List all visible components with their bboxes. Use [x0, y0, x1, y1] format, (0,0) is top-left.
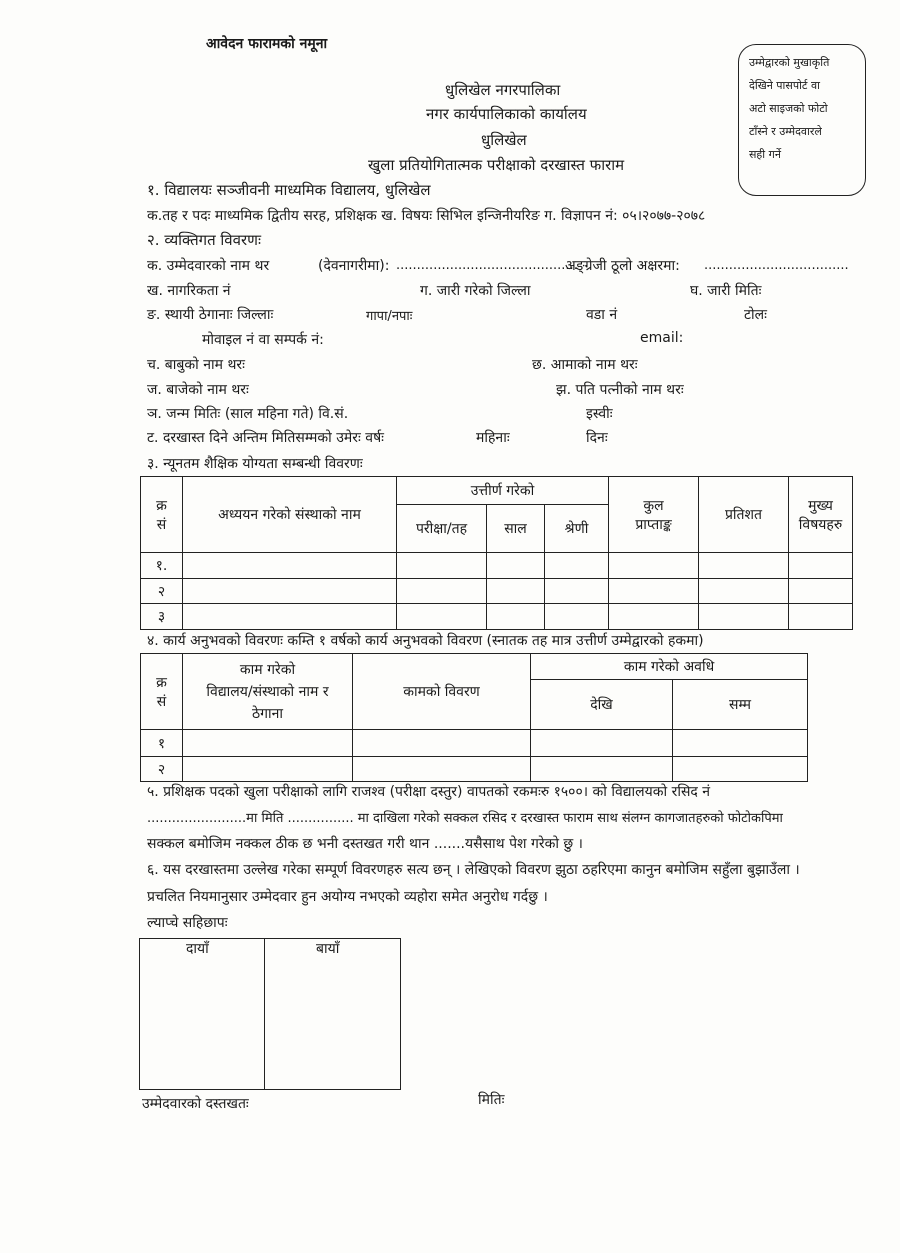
sn-header: क्र सं [141, 477, 183, 553]
photo-instruction-line: उम्मेद्वारको मुखाकृति [749, 56, 830, 69]
experience-heading: ४. कार्य अनुभवको विवरणः कम्ति १ वर्षको कार्य अनुभवको विवरण (स्नातक तह मात्र उत्तीर्ण उम्मेद्वारको हकमा) [147, 633, 704, 649]
table-row [141, 730, 808, 757]
table-cell[interactable] [609, 604, 699, 630]
table-cell[interactable] [353, 730, 531, 757]
table-row [141, 553, 853, 579]
table-cell[interactable] [789, 579, 853, 604]
devanagari-label: (देवनागरीमा): [318, 258, 390, 274]
table-cell[interactable] [609, 579, 699, 604]
row-number: २ [141, 579, 183, 604]
percent-header: प्रतिशत [699, 477, 789, 553]
mobile-label: मोवाइल नं वा सम्पर्क नं: [202, 332, 324, 348]
table-cell[interactable] [487, 579, 545, 604]
day-label: दिनः [586, 430, 608, 446]
table-cell[interactable] [487, 604, 545, 630]
education-heading: ३. न्यूनतम शैक्षिक योग्यता सम्बन्धी विवरणः [147, 456, 363, 472]
devanagari-field[interactable]: ............................................ [396, 258, 578, 273]
table-cell[interactable] [397, 604, 487, 630]
issued-district-label: ग. जारी गरेको जिल्ला [420, 283, 531, 299]
division-header: श्रेणी [545, 505, 609, 553]
address-label: ङ. स्थायी ठेगानाः जिल्लाः [147, 307, 274, 323]
school-header: काम गरेको विद्यालय/संस्थाको नाम र ठेगाना [183, 654, 353, 730]
experience-table [140, 653, 808, 782]
table-row [141, 757, 808, 782]
english-label: अङ्ग्रेजी ठूलो अक्षरमा: [565, 258, 680, 274]
post-line: क.तह र पदः माध्यमिक द्वितीय सरह, प्रशिक्षक ख. विषयः सिभिल इन्जिनीयरिङ ग. विज्ञापन नं: ०५।२०७७-२०७८ [147, 208, 706, 224]
form-title: खुला प्रतियोगितात्मक परीक्षाको दरखास्त फाराम [368, 156, 625, 174]
table-cell[interactable] [545, 604, 609, 630]
table-cell[interactable] [183, 730, 353, 757]
citizenship-label: ख. नागरिकता नं [147, 283, 231, 299]
right-thumb-label: दायाँ [186, 941, 209, 957]
sn-header: क्र सं [141, 654, 183, 730]
municipality-label: गापा/नपाः [366, 309, 413, 324]
thumbprint-label: ल्याप्चे सहिछापः [147, 915, 228, 931]
year-header: साल [487, 505, 545, 553]
period-header: काम गरेको अवधि [531, 654, 808, 680]
table-cell[interactable] [183, 553, 397, 579]
ad-label: इस्वीः [586, 406, 613, 422]
table-cell[interactable] [353, 757, 531, 782]
table-cell[interactable] [545, 553, 609, 579]
org-name: धुलिखेल नगरपालिका [445, 81, 561, 99]
fee-line-3: सक्कल बमोजिम नक्कल ठीक छ भनी दस्तखत गरी थान .......यसैसाथ पेश गरेको छु । [147, 836, 583, 852]
mother-label: छ. आमाको नाम थरः [532, 357, 638, 373]
english-field[interactable]: ................................... [704, 258, 849, 273]
dob-label: ञ. जन्म मितिः (साल महिना गते) वि.सं. [147, 406, 349, 422]
issued-date-label: घ. जारी मितिः [690, 283, 762, 299]
table-row [141, 579, 853, 604]
from-header: देखि [531, 680, 673, 730]
age-label: ट. दरखास्त दिने अन्तिम मितिसम्मको उमेरः वर्षः [147, 430, 384, 446]
table-cell[interactable] [699, 604, 789, 630]
table-cell[interactable] [397, 553, 487, 579]
table-cell[interactable] [487, 553, 545, 579]
passed-header: उत्तीर्ण गरेको [397, 477, 609, 505]
fee-line-1: ५. प्रशिक्षक पदको खुला परीक्षाको लागि राजश्व (परीक्षा दस्तुर) वापतको रकमःरु १५००। को विद्यालयको रसिद नं [147, 784, 711, 800]
table-cell[interactable] [789, 553, 853, 579]
email-label: email: [640, 330, 684, 346]
photo-instruction-line: देखिने पासपोर्ट वा [749, 79, 820, 92]
main-subject-header: मुख्य विषयहरु [789, 477, 853, 553]
table-cell[interactable] [397, 579, 487, 604]
month-label: महिनाः [476, 430, 510, 446]
table-row [141, 604, 853, 630]
exam-header: परीक्षा/तह [397, 505, 487, 553]
left-thumb-label: बायाँ [316, 941, 340, 957]
declaration-line-1: ६. यस दरखास्तमा उल्लेख गरेका सम्पूर्ण विवरणहरु सत्य छन् । लेखिएको विवरण झुठा ठहरिएमा कानुन बमोजिम सहुँला बुझाउँला । [147, 862, 800, 878]
row-number: १. [141, 553, 183, 579]
table-cell[interactable] [673, 757, 808, 782]
table-cell[interactable] [789, 604, 853, 630]
org-office: नगर कार्यपालिकाको कार्यालय [426, 105, 587, 123]
row-number: २ [141, 757, 183, 782]
table-cell[interactable] [183, 579, 397, 604]
table-cell[interactable] [699, 553, 789, 579]
date-label: मितिः [478, 1092, 505, 1108]
candidate-name-label: क. उम्मेदवारको नाम थर [147, 258, 270, 274]
education-table [140, 476, 853, 630]
grandfather-label: ज. बाजेको नाम थरः [147, 382, 249, 398]
school-line: १. विद्यालयः सञ्जीवनी माध्यमिक विद्यालय, धुलिखेल [147, 181, 431, 199]
photo-instruction-line: सही गर्ने [749, 148, 781, 161]
photo-instruction-line: टाँस्ने र उम्मेदवारले [749, 125, 822, 138]
photo-instruction-line: अटो साइजको फोटो [749, 102, 828, 115]
father-label: च. बाबुको नाम थरः [147, 357, 245, 373]
work-desc-header: कामको विवरण [353, 654, 531, 730]
table-cell[interactable] [531, 757, 673, 782]
table-cell[interactable] [673, 730, 808, 757]
thumbprint-box[interactable] [139, 938, 401, 1090]
table-cell[interactable] [531, 730, 673, 757]
table-cell[interactable] [609, 553, 699, 579]
total-marks-header: कुल प्राप्ताङ्क [609, 477, 699, 553]
table-cell[interactable] [699, 579, 789, 604]
table-cell[interactable] [545, 579, 609, 604]
org-location: धुलिखेल [481, 131, 527, 149]
ward-label: वडा नं [586, 307, 618, 323]
signature-label: उम्मेदवारको दस्तखतः [142, 1096, 249, 1112]
declaration-line-2: प्रचलित नियमानुसार उम्मेदवार हुन अयोग्य नभएको व्यहोरा समेत अनुरोध गर्दछु । [147, 889, 548, 905]
tole-label: टोलः [744, 307, 768, 323]
table-cell[interactable] [183, 604, 397, 630]
spouse-label: झ. पति पत्नीको नाम थरः [556, 382, 684, 398]
to-header: सम्म [673, 680, 808, 730]
row-number: ३ [141, 604, 183, 630]
photo-box [738, 44, 866, 196]
sample-label: आवेदन फारामको नमूना [206, 36, 328, 52]
fee-line-2: ........................मा मिति ................ मा दाखिला गरेको सक्कल रसिद र दरखास्त फाराम साथ संलग्न कागजातहरुको फोटोकपिमा [147, 811, 783, 826]
institution-header: अध्ययन गरेको संस्थाको नाम [183, 477, 397, 553]
row-number: १ [141, 730, 183, 757]
personal-heading: २. व्यक्तिगत विवरणः [147, 231, 261, 249]
table-cell[interactable] [183, 757, 353, 782]
thumbprint-divider [264, 939, 265, 1089]
